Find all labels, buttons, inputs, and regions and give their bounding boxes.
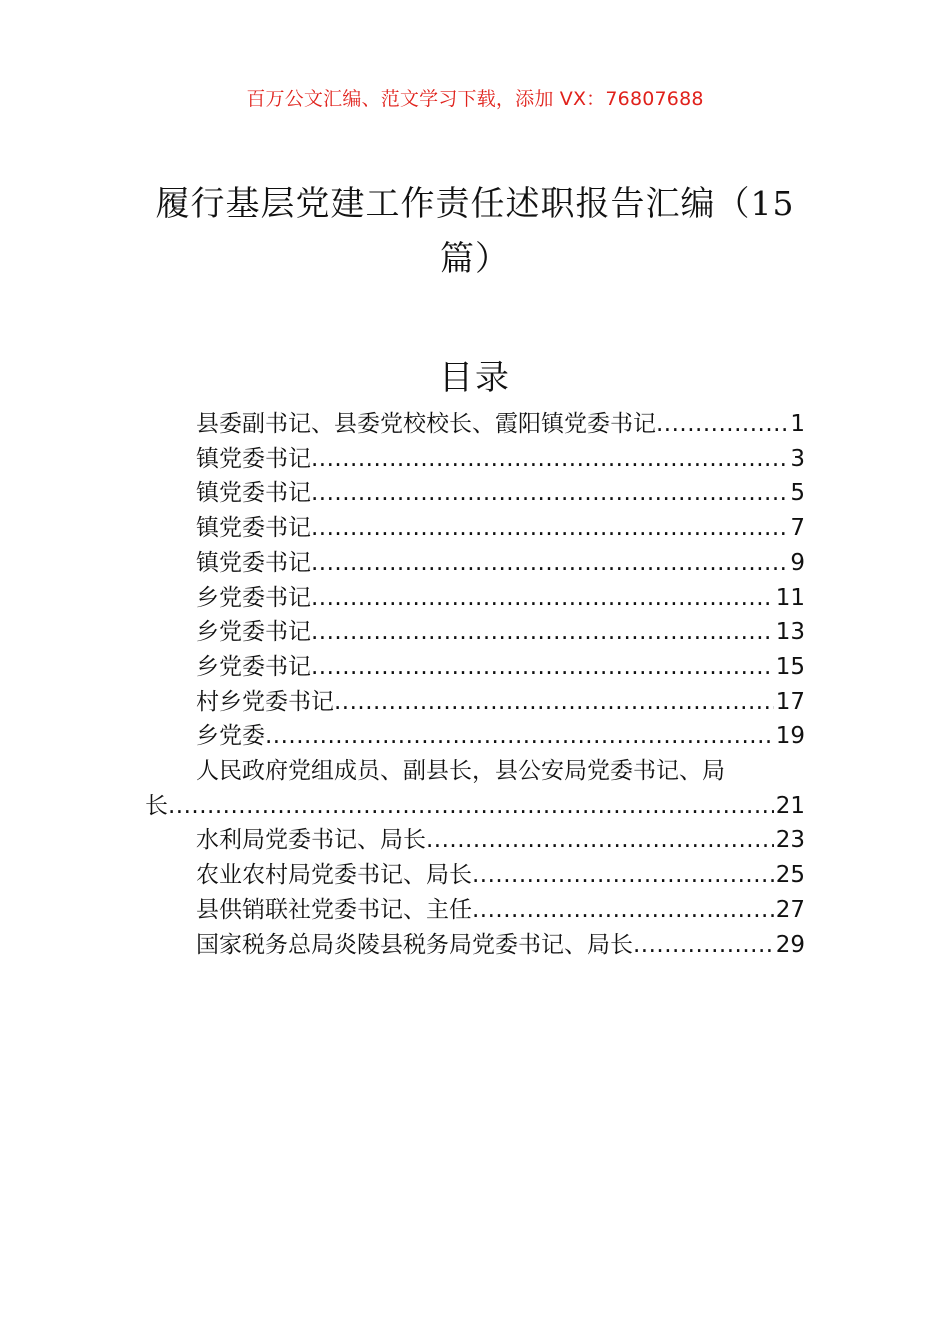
title-line-1	[0, 176, 950, 232]
toc-entry[interactable]	[145, 442, 805, 477]
toc-entry-page: 27	[775, 896, 805, 923]
toc-entry-title: 县供销联社党委书记、主任	[196, 896, 472, 923]
toc-leader-dots	[311, 615, 774, 650]
toc-entry-title: 镇党委书记	[196, 480, 311, 507]
toc-entry-title: 镇党委书记	[196, 549, 311, 576]
toc-entry-page: 25	[775, 862, 805, 889]
toc-entry[interactable]	[145, 685, 805, 720]
toc-entry[interactable]	[145, 511, 805, 546]
toc-entry[interactable]	[145, 581, 805, 616]
document-title	[0, 176, 950, 287]
toc-entry[interactable]	[145, 476, 805, 511]
toc-leader-dots	[311, 511, 788, 546]
toc-entry[interactable]	[145, 407, 805, 442]
toc-entry-page: 7	[790, 515, 805, 542]
toc-leader-dots	[311, 442, 788, 477]
title-count: 15	[750, 184, 795, 223]
toc-leader-dots	[168, 789, 774, 824]
toc-entry-title: 国家税务总局炎陵县税务局党委书记、局长	[196, 931, 633, 958]
title-text: 履行基层党建工作责任述职报告汇编（	[155, 184, 751, 224]
toc-leader-dots	[472, 858, 774, 893]
toc-entry-title: 乡党委书记	[196, 619, 311, 646]
toc-entry-page: 5	[790, 480, 805, 507]
toc-entry-page: 9	[790, 549, 805, 576]
toc-leader-dots	[426, 823, 774, 858]
toc-entry-page: 15	[775, 653, 805, 680]
toc-entry-page: 3	[790, 445, 805, 472]
toc-entry[interactable]	[145, 719, 805, 754]
toc-entry-page: 21	[775, 792, 805, 819]
toc-entry-title: 乡党委书记	[196, 653, 311, 680]
toc-entry[interactable]	[145, 650, 805, 685]
toc-entry[interactable]	[145, 893, 805, 928]
toc-heading: 目录	[439, 358, 511, 398]
toc-entry-page: 17	[775, 688, 805, 715]
toc-entry-title: 镇党委书记	[196, 515, 311, 542]
toc-entry-page: 19	[775, 723, 805, 750]
toc-leader-dots	[311, 476, 788, 511]
toc-entry-title: 镇党委书记	[196, 445, 311, 472]
toc-leader-dots	[311, 650, 774, 685]
toc-entry-title: 乡党委	[196, 723, 265, 750]
toc-leader-dots	[633, 928, 774, 963]
toc-entry-title: 农业农村局党委书记、局长	[196, 862, 472, 889]
toc-entry[interactable]	[145, 858, 805, 893]
toc-entry-page: 1	[790, 411, 805, 437]
toc-entry-page: 23	[775, 827, 805, 854]
toc-leader-dots	[311, 581, 774, 616]
toc-entry-title-line-2: 长	[145, 792, 168, 819]
toc-entry-title: 村乡党委书记	[196, 688, 334, 715]
table-of-contents	[145, 407, 805, 962]
toc-leader-dots	[334, 685, 774, 720]
toc-entry[interactable]	[145, 615, 805, 650]
toc-entry-title: 水利局党委书记、局长	[196, 827, 426, 854]
toc-entry-title: 乡党委书记	[196, 584, 311, 611]
toc-entry[interactable]	[145, 546, 805, 581]
watermark-banner: 百万公文汇编、范文学习下载，添加 VX：76807688	[246, 88, 704, 110]
toc-leader-dots	[656, 407, 788, 442]
toc-entry[interactable]	[145, 823, 805, 858]
title-line-2: 篇）	[440, 239, 510, 279]
toc-entry[interactable]	[145, 754, 805, 823]
toc-entry-page: 29	[775, 931, 805, 958]
toc-leader-dots	[311, 546, 788, 581]
toc-entry[interactable]	[145, 928, 805, 963]
toc-entry-title: 县委副书记、县委党校校长、霞阳镇党委书记	[196, 411, 656, 437]
toc-leader-dots	[472, 893, 774, 928]
toc-entry-title-line-1: 人民政府党组成员、副县长，县公安局党委书记、局	[196, 758, 725, 785]
toc-leader-dots	[265, 719, 774, 754]
toc-entry-page: 13	[775, 619, 805, 646]
toc-entry-page: 11	[775, 584, 805, 611]
